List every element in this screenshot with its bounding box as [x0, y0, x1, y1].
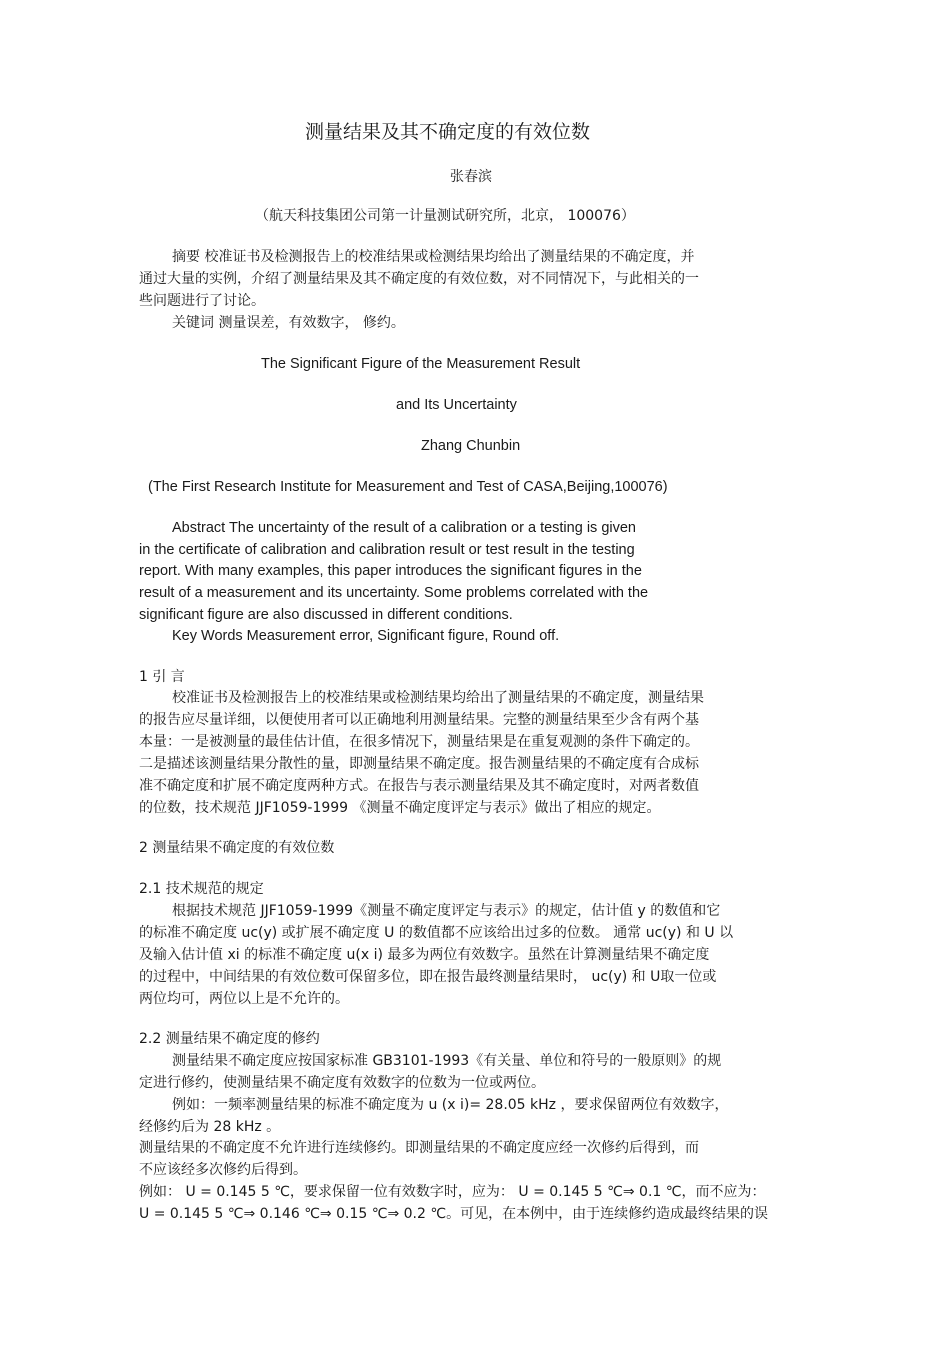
- abstract-en-line: significant figure are also discussed in different conditions.: [139, 607, 513, 623]
- affiliation: （航天科技集团公司第一计量测试研究所，北京， 100076）: [255, 208, 635, 224]
- abstract-zh-line: 些问题进行了讨论。: [139, 293, 265, 309]
- body-line: 校准证书及检测报告上的校准结果或检测结果均给出了测量结果的不确定度，测量结果: [172, 690, 704, 706]
- keywords-en: Key Words Measurement error, Significant figure, Round off.: [172, 628, 560, 644]
- section-heading-2: 2 测量结果不确定度的有效位数: [139, 840, 335, 856]
- body-line: 测量结果不确定度应按国家标准 GB3101-1993《有关量、单位和符号的一般原则》的规: [172, 1053, 722, 1069]
- body-line: 两位均可，两位以上是不允许的。: [139, 991, 349, 1007]
- paper-title: 测量结果及其不确定度的有效位数: [305, 121, 591, 143]
- abstract-zh-line: 摘要 校准证书及检测报告上的校准结果或检测结果均给出了测量结果的不确定度，并: [172, 249, 695, 265]
- body-line: 例如：一频率测量结果的标准不确定度为 u (x i)= 28.05 kHz ，要求保留两位有效数字，: [172, 1097, 729, 1113]
- body-line: 的过程中，中间结果的有效位数可保留多位，即在报告最终测量结果时， uc(y) 和 U取一位或: [139, 969, 717, 985]
- english-title-line2: and Its Uncertainty: [396, 397, 517, 413]
- body-line: 不应该经多次修约后得到。: [139, 1162, 307, 1178]
- body-line: 的报告应尽量详细，以便使用者可以正确地利用测量结果。完整的测量结果至少含有两个基: [139, 712, 699, 728]
- body-line: 例如： U = 0.145 5 ℃，要求保留一位有效数字时，应为： U = 0.145 5 ℃⇒ 0.1 ℃，而不应为：: [139, 1184, 766, 1200]
- abstract-en-line: report. With many examples, this paper introduces the significant figures in the: [139, 563, 642, 579]
- body-line: 二是描述该测量结果分散性的量，即测量结果不确定度。报告测量结果的不确定度有合成标: [139, 756, 699, 772]
- section-heading-1: 1 引 言: [139, 669, 185, 685]
- english-affiliation: (The First Research Institute for Measurement and Test of CASA,Beijing,100076): [148, 479, 668, 495]
- body-line: 定进行修约，使测量结果不确定度有效数字的位数为一位或两位。: [139, 1075, 545, 1091]
- body-line: 测量结果的不确定度不允许进行连续修约。即测量结果的不确定度应经一次修约后得到，而: [139, 1140, 699, 1156]
- author-name: 张春滨: [450, 169, 492, 185]
- body-line: 准不确定度和扩展不确定度两种方式。在报告与表示测量结果及其不确定度时，对两者数值: [139, 778, 699, 794]
- abstract-zh-line: 通过大量的实例，介绍了测量结果及其不确定度的有效位数，对不同情况下，与此相关的一: [139, 271, 699, 287]
- body-line: U = 0.145 5 ℃⇒ 0.146 ℃⇒ 0.15 ℃⇒ 0.2 ℃。可见，在本例中，由于连续修约造成最终结果的误: [139, 1206, 769, 1222]
- abstract-en-line: Abstract The uncertainty of the result of a calibration or a testing is given: [172, 520, 636, 536]
- body-line: 根据技术规范 JJF1059-1999《测量不确定度评定与表示》的规定，估计值 y 的数值和它: [172, 903, 721, 919]
- body-line: 本量：一是被测量的最佳估计值，在很多情况下，测量结果是在重复观测的条件下确定的。: [139, 734, 699, 750]
- english-author: Zhang Chunbin: [421, 438, 521, 454]
- section-heading-2-2: 2.2 测量结果不确定度的修约: [139, 1031, 320, 1047]
- body-line: 的标准不确定度 uc(y) 或扩展不确定度 U 的数值都不应该给出过多的位数。 通常 uc(y) 和 U 以: [139, 925, 734, 941]
- keywords-zh: 关键词 测量误差，有效数字， 修约。: [172, 315, 405, 331]
- english-title-line1: The Significant Figure of the Measurement Result: [261, 356, 581, 372]
- abstract-en-line: in the certificate of calibration and calibration result or test result in the testing: [139, 542, 635, 558]
- body-line: 及输入估计值 xi 的标准不确定度 u(x i) 最多为两位有效数字。虽然在计算测量结果不确定度: [139, 947, 710, 963]
- abstract-en-line: result of a measurement and its uncertainty. Some problems correlated with the: [139, 585, 649, 601]
- body-line: 的位数，技术规范 JJF1059-1999 《测量不确定度评定与表示》做出了相应的规定。: [139, 800, 661, 816]
- body-line: 经修约后为 28 kHz 。: [139, 1119, 281, 1135]
- section-heading-2-1: 2.1 技术规范的规定: [139, 881, 264, 897]
